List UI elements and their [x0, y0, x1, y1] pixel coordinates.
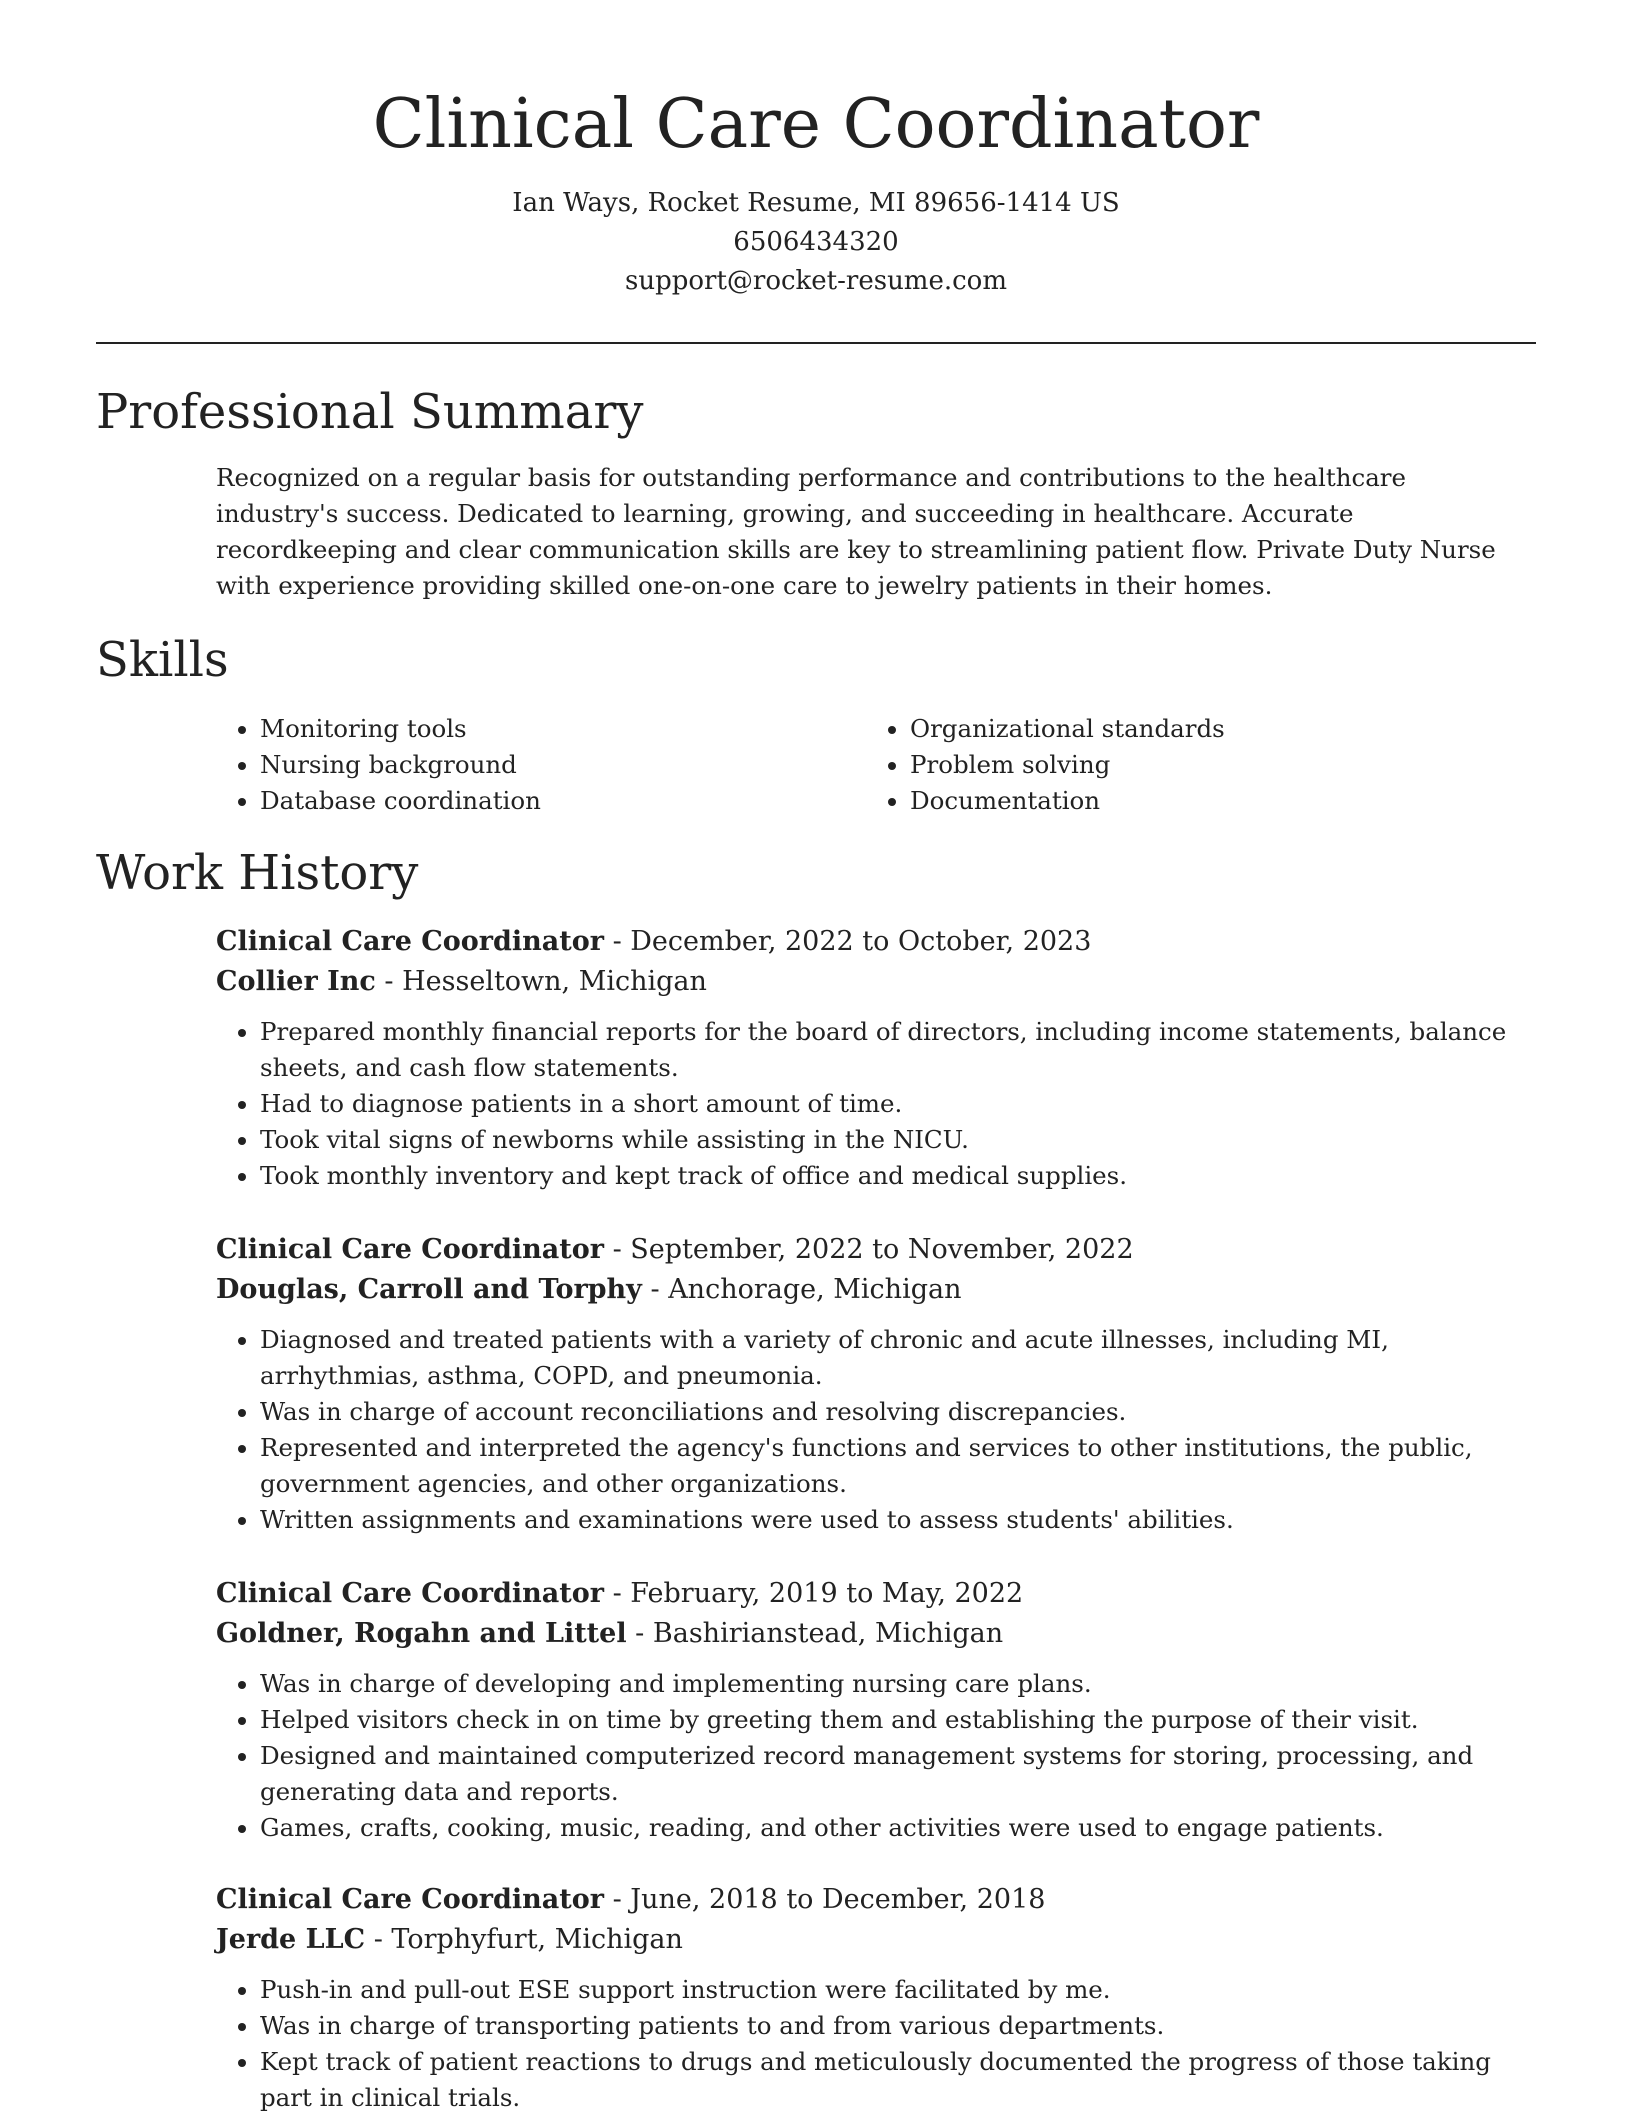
job-location: Bashirianstead, Michigan — [652, 1618, 1004, 1649]
skills-list — [216, 711, 1536, 819]
job-bullet: • Designed and maintained computerized record management systems for storing, processing, and generating data and reports. — [260, 1738, 1536, 1810]
skills-column-right — [866, 711, 1516, 819]
job-entry — [216, 922, 1536, 1194]
skill-item: • Documentation — [910, 783, 1516, 819]
job-bullets — [216, 1322, 1536, 1538]
job-title-line: Clinical Care Coordinator - February, 2019 to May, 2022 — [216, 1578, 1024, 1609]
contact-address: Ian Ways, Rocket Resume, MI 89656-1414 US — [512, 188, 1120, 218]
candidate-name: Clinical Care Coordinator — [372, 85, 1260, 164]
job-dates: September, 2022 to November, 2022 — [630, 1234, 1134, 1265]
job-bullet: • Was in charge of account reconciliations and resolving discrepancies. — [260, 1394, 1536, 1430]
job-title: Clinical Care Coordinator — [216, 1578, 604, 1609]
job-company: Collier Inc — [216, 966, 376, 997]
job-company-line: Collier Inc - Hesseltown, Michigan — [216, 966, 707, 997]
job-entry — [216, 1880, 1536, 2116]
job-bullets — [216, 1972, 1536, 2116]
job-title-line: Clinical Care Coordinator - June, 2018 to December, 2018 — [216, 1884, 1046, 1915]
job-bullet: • Diagnosed and treated patients with a variety of chronic and acute illnesses, including MI, arrhythmias, asthma, COPD, and pneumonia. — [260, 1322, 1536, 1394]
job-company: Goldner, Rogahn and Littel — [216, 1618, 627, 1649]
job-dates: December, 2022 to October, 2023 — [630, 926, 1092, 957]
job-title-line: Clinical Care Coordinator - September, 2022 to November, 2022 — [216, 1234, 1134, 1265]
job-bullets — [216, 1014, 1536, 1194]
job-entry — [216, 1230, 1536, 1538]
job-bullet: • Took vital signs of newborns while assisting in the NICU. — [260, 1122, 1536, 1158]
job-company-line: Douglas, Carroll and Torphy - Anchorage, Michigan — [216, 1274, 962, 1305]
skill-item: • Organizational standards — [910, 711, 1516, 747]
summary-heading: Professional Summary — [96, 384, 644, 440]
job-location: Hesseltown, Michigan — [402, 966, 707, 997]
job-title: Clinical Care Coordinator — [216, 926, 604, 957]
job-company-line: Jerde LLC - Torphyfurt, Michigan — [216, 1924, 683, 1955]
job-company: Jerde LLC — [216, 1924, 366, 1955]
job-title: Clinical Care Coordinator — [216, 1884, 604, 1915]
job-location: Anchorage, Michigan — [668, 1274, 962, 1305]
skill-item: • Monitoring tools — [260, 711, 866, 747]
job-location: Torphyfurt, Michigan — [391, 1924, 683, 1955]
job-company: Douglas, Carroll and Torphy — [216, 1274, 642, 1305]
job-entry — [216, 1574, 1536, 1846]
job-title-line: Clinical Care Coordinator - December, 2022 to October, 2023 — [216, 926, 1092, 957]
job-title: Clinical Care Coordinator — [216, 1234, 604, 1265]
job-bullet: • Was in charge of transporting patients to and from various departments. — [260, 2008, 1536, 2044]
skill-item: • Database coordination — [260, 783, 866, 819]
contact-phone: 6506434320 — [733, 227, 899, 257]
job-bullet: • Took monthly inventory and kept track of office and medical supplies. — [260, 1158, 1536, 1194]
job-bullets — [216, 1666, 1536, 1846]
job-dates: June, 2018 to December, 2018 — [630, 1884, 1046, 1915]
job-bullet: • Games, crafts, cooking, music, reading, and other activities were used to engage patients. — [260, 1810, 1536, 1846]
resume-header — [0, 80, 1632, 301]
job-bullet: • Was in charge of developing and implementing nursing care plans. — [260, 1666, 1536, 1702]
header-divider — [96, 342, 1536, 344]
skills-column-left — [216, 711, 866, 819]
job-dates: February, 2019 to May, 2022 — [630, 1578, 1024, 1609]
skill-item: • Nursing background — [260, 747, 866, 783]
job-bullet: • Helped visitors check in on time by greeting them and establishing the purpose of their visit. — [260, 1702, 1536, 1738]
job-bullet: • Push-in and pull-out ESE support instruction were facilitated by me. — [260, 1972, 1536, 2008]
summary-text: Recognized on a regular basis for outstanding performance and contributions to the healthcare industry's success. Dedicated to learning, growing, and succeeding in healthcare. Accurate recordkeeping and clear communication skills are key to streamlining patient flow. Private Duty Nurse with experience providing skilled one-on-one care to jewelry patients in their homes. — [216, 463, 1496, 600]
job-bullet: • Written assignments and examinations were used to assess students' abilities. — [260, 1502, 1536, 1538]
job-bullet: • Represented and interpreted the agency's functions and services to other institutions, the public, government agencies, and other organizations. — [260, 1430, 1536, 1502]
job-bullet: • Had to diagnose patients in a short amount of time. — [260, 1086, 1536, 1122]
job-company-line: Goldner, Rogahn and Littel - Bashirianstead, Michigan — [216, 1618, 1004, 1649]
work-history-heading: Work History — [96, 845, 419, 901]
job-bullet: • Prepared monthly financial reports for the board of directors, including income statements, balance sheets, and cash flow statements. — [260, 1014, 1536, 1086]
contact-email: support@rocket-resume.com — [624, 266, 1007, 296]
job-bullet: • Kept track of patient reactions to drugs and meticulously documented the progress of those taking part in clinical trials. — [260, 2044, 1536, 2116]
skill-item: • Problem solving — [910, 747, 1516, 783]
skills-heading: Skills — [96, 632, 229, 688]
